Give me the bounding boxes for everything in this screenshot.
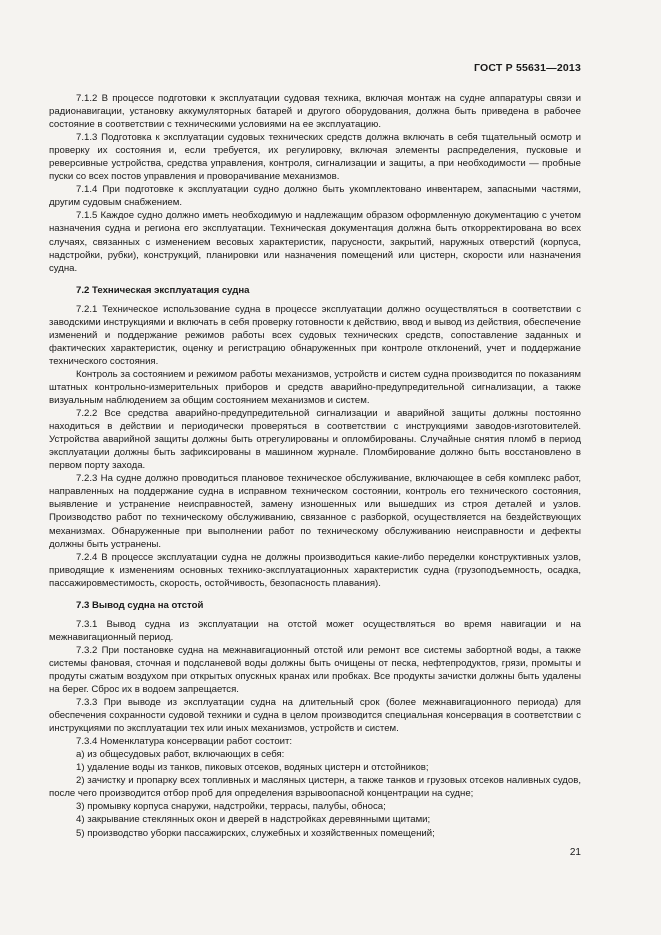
paragraph: 2) зачистку и пропарку всех топливных и масляных цистерн, а также танков и грузовых отсеков наливных судов, после чего производится отбор проб для определения взрывоопасной концентрации на судне; xyxy=(49,775,581,800)
paragraph: 7.3.3 При выводе из эксплуатации судна на длительный срок (более межнавигационного периода) для обеспечения сохранности судовой техники и судна в целом производится специальная консервация в соответствии с инструкциями по эксплуатации тех или иных механизмов, устройств и систем. xyxy=(49,697,581,735)
paragraph: 7.1.2 В процессе подготовки к эксплуатации судовая техника, включая монтаж на судне аппаратуры связи и радионавигации, установку аккумуляторных батарей и другого оборудования, должна быть приведена в рабочее состояние в соответствии с техническими условиями на ее эксплуатацию. xyxy=(49,93,581,131)
section-heading: 7.3 Вывод судна на отстой xyxy=(76,599,204,611)
paragraph: 7.3.4 Номенклатура консервации работ состоит: xyxy=(76,736,293,748)
paragraph: 7.3.1 Вывод судна из эксплуатации на отстой может осуществляться во время навигации и на межнавигационный период. xyxy=(49,618,581,643)
paragraph: 3) промывку корпуса снаружи, надстройки, террасы, палубы, обноса; xyxy=(76,801,386,813)
paragraph: 7.3.2 При постановке судна на межнавигационный отстой или ремонт все системы забортной воды, а также системы фановая, сточная и подсланевой воды должны быть очищены от песка, нефтепродуктов, грязи, промыты и продуты сжатым воздухом при открытых опускных кранах или пробках. Все продукты зачистки должны быть удалены на берег. Сброс их в водоем запрещается. xyxy=(49,644,581,696)
paragraph: 1) удаление воды из танков, пиковых отсеков, водяных цистерн и отстойников; xyxy=(76,762,429,774)
paragraph: 7.2.3 На судне должно проводиться плановое техническое обслуживание, включающее в себя комплекс работ, направленных на поддержание судна в исправном техническом состоянии, контроль его технического состояния, выявление и устранение неисправностей, замену изношенных или вышедших из строя деталей и узлов. Производство работ по техническому обслуживанию, связанное с разборкой, осуществляется на бездействующих механизмах. Обнаруженные при выполнении работ по техническому обслуживанию неисправности и дефекты должны быть устранены. xyxy=(49,473,581,550)
paragraph: 7.2.4 В процессе эксплуатации судна не должны производиться какие-либо переделки конструктивных узлов, приводящие к изменениям основных технико-эксплуатационных характеристик судна (грузоподъемность, осадка, пассажировместимость, скорость, остойчивость, безопасность плавания). xyxy=(49,551,581,589)
paragraph: Контроль за состоянием и режимом работы механизмов, устройств и систем судна производится по показаниям штатных контрольно-измерительных приборов и средств аварийно-предупредительной сигнализации, а также визуальным наблюдением за общим состоянием механизмов и систем. xyxy=(49,368,581,407)
paragraph: 7.1.4 При подготовке к эксплуатации судно должно быть укомплектовано инвентарем, запасными частями, другим судовым снабжением. xyxy=(49,184,581,209)
paragraph: 7.2.2 Все средства аварийно-предупредительной сигнализации и аварийной защиты должны постоянно находиться в действии и периодически проверяться в соответствии с инструкциями заводов-изготовителей. Устройства аварийной защиты должны быть отрегулированы и опломбированы. Случайные снятия пломб в период эксплуатации должны быть зафиксированы в машинном журнале. Пломбирование должно быть восстановлено в первом порту захода. xyxy=(49,408,581,472)
paragraph: а) из общесудовых работ, включающих в себя: xyxy=(76,749,285,761)
paragraph: 7.2.1 Техническое использование судна в процессе эксплуатации должно осуществляться в соответствии с заводскими инструкциями и включать в себя проверку готовности к действию, ввод и вывод из действия, обеспечение изменений и поддержание режимов работы всех судовых технических средств, сопоставление заданных и фактических характеристик, оценку и регистрацию обнаруженных при контроле отклонений, учет и поддержание технического состояния. xyxy=(49,303,581,367)
document-header: ГОСТ Р 55631—2013 xyxy=(473,62,581,74)
paragraph: 7.1.3 Подготовка к эксплуатации судовых технических средств должна включать в себя тщательный осмотр и проверку их состояния и, если требуется, их регулировку, включая элементы распределения, пусковые и реверсивные устройства, средства управления, контроля, сигнализации и защиты, а при необходимости — пробные пуски со всех постов управления и проворачивание механизмов. xyxy=(49,132,581,183)
paragraph: 5) производство уборки пассажирских, служебных и хозяйственных помещений; xyxy=(76,827,435,839)
paragraph: 7.1.5 Каждое судно должно иметь необходимую и надлежащим образом оформленную документацию с учетом назначения судна и региона его эксплуатации. Техническая документация должна быть откорректирована во всех случаях, связанных с изменением весовых характеристик, парусности, закрытий, наружных отверстий (корпуса, надстройки, рубки), конструкций, планировки или назначения помещений или цистерн, скорости или назначения судна. xyxy=(49,210,581,274)
document-body xyxy=(49,92,581,840)
page-number: 21 xyxy=(569,847,581,858)
paragraph: 4) закрывание стеклянных окон и дверей в надстройках деревянными щитами; xyxy=(76,814,431,826)
section-heading: 7.2 Техническая эксплуатация судна xyxy=(76,284,250,296)
